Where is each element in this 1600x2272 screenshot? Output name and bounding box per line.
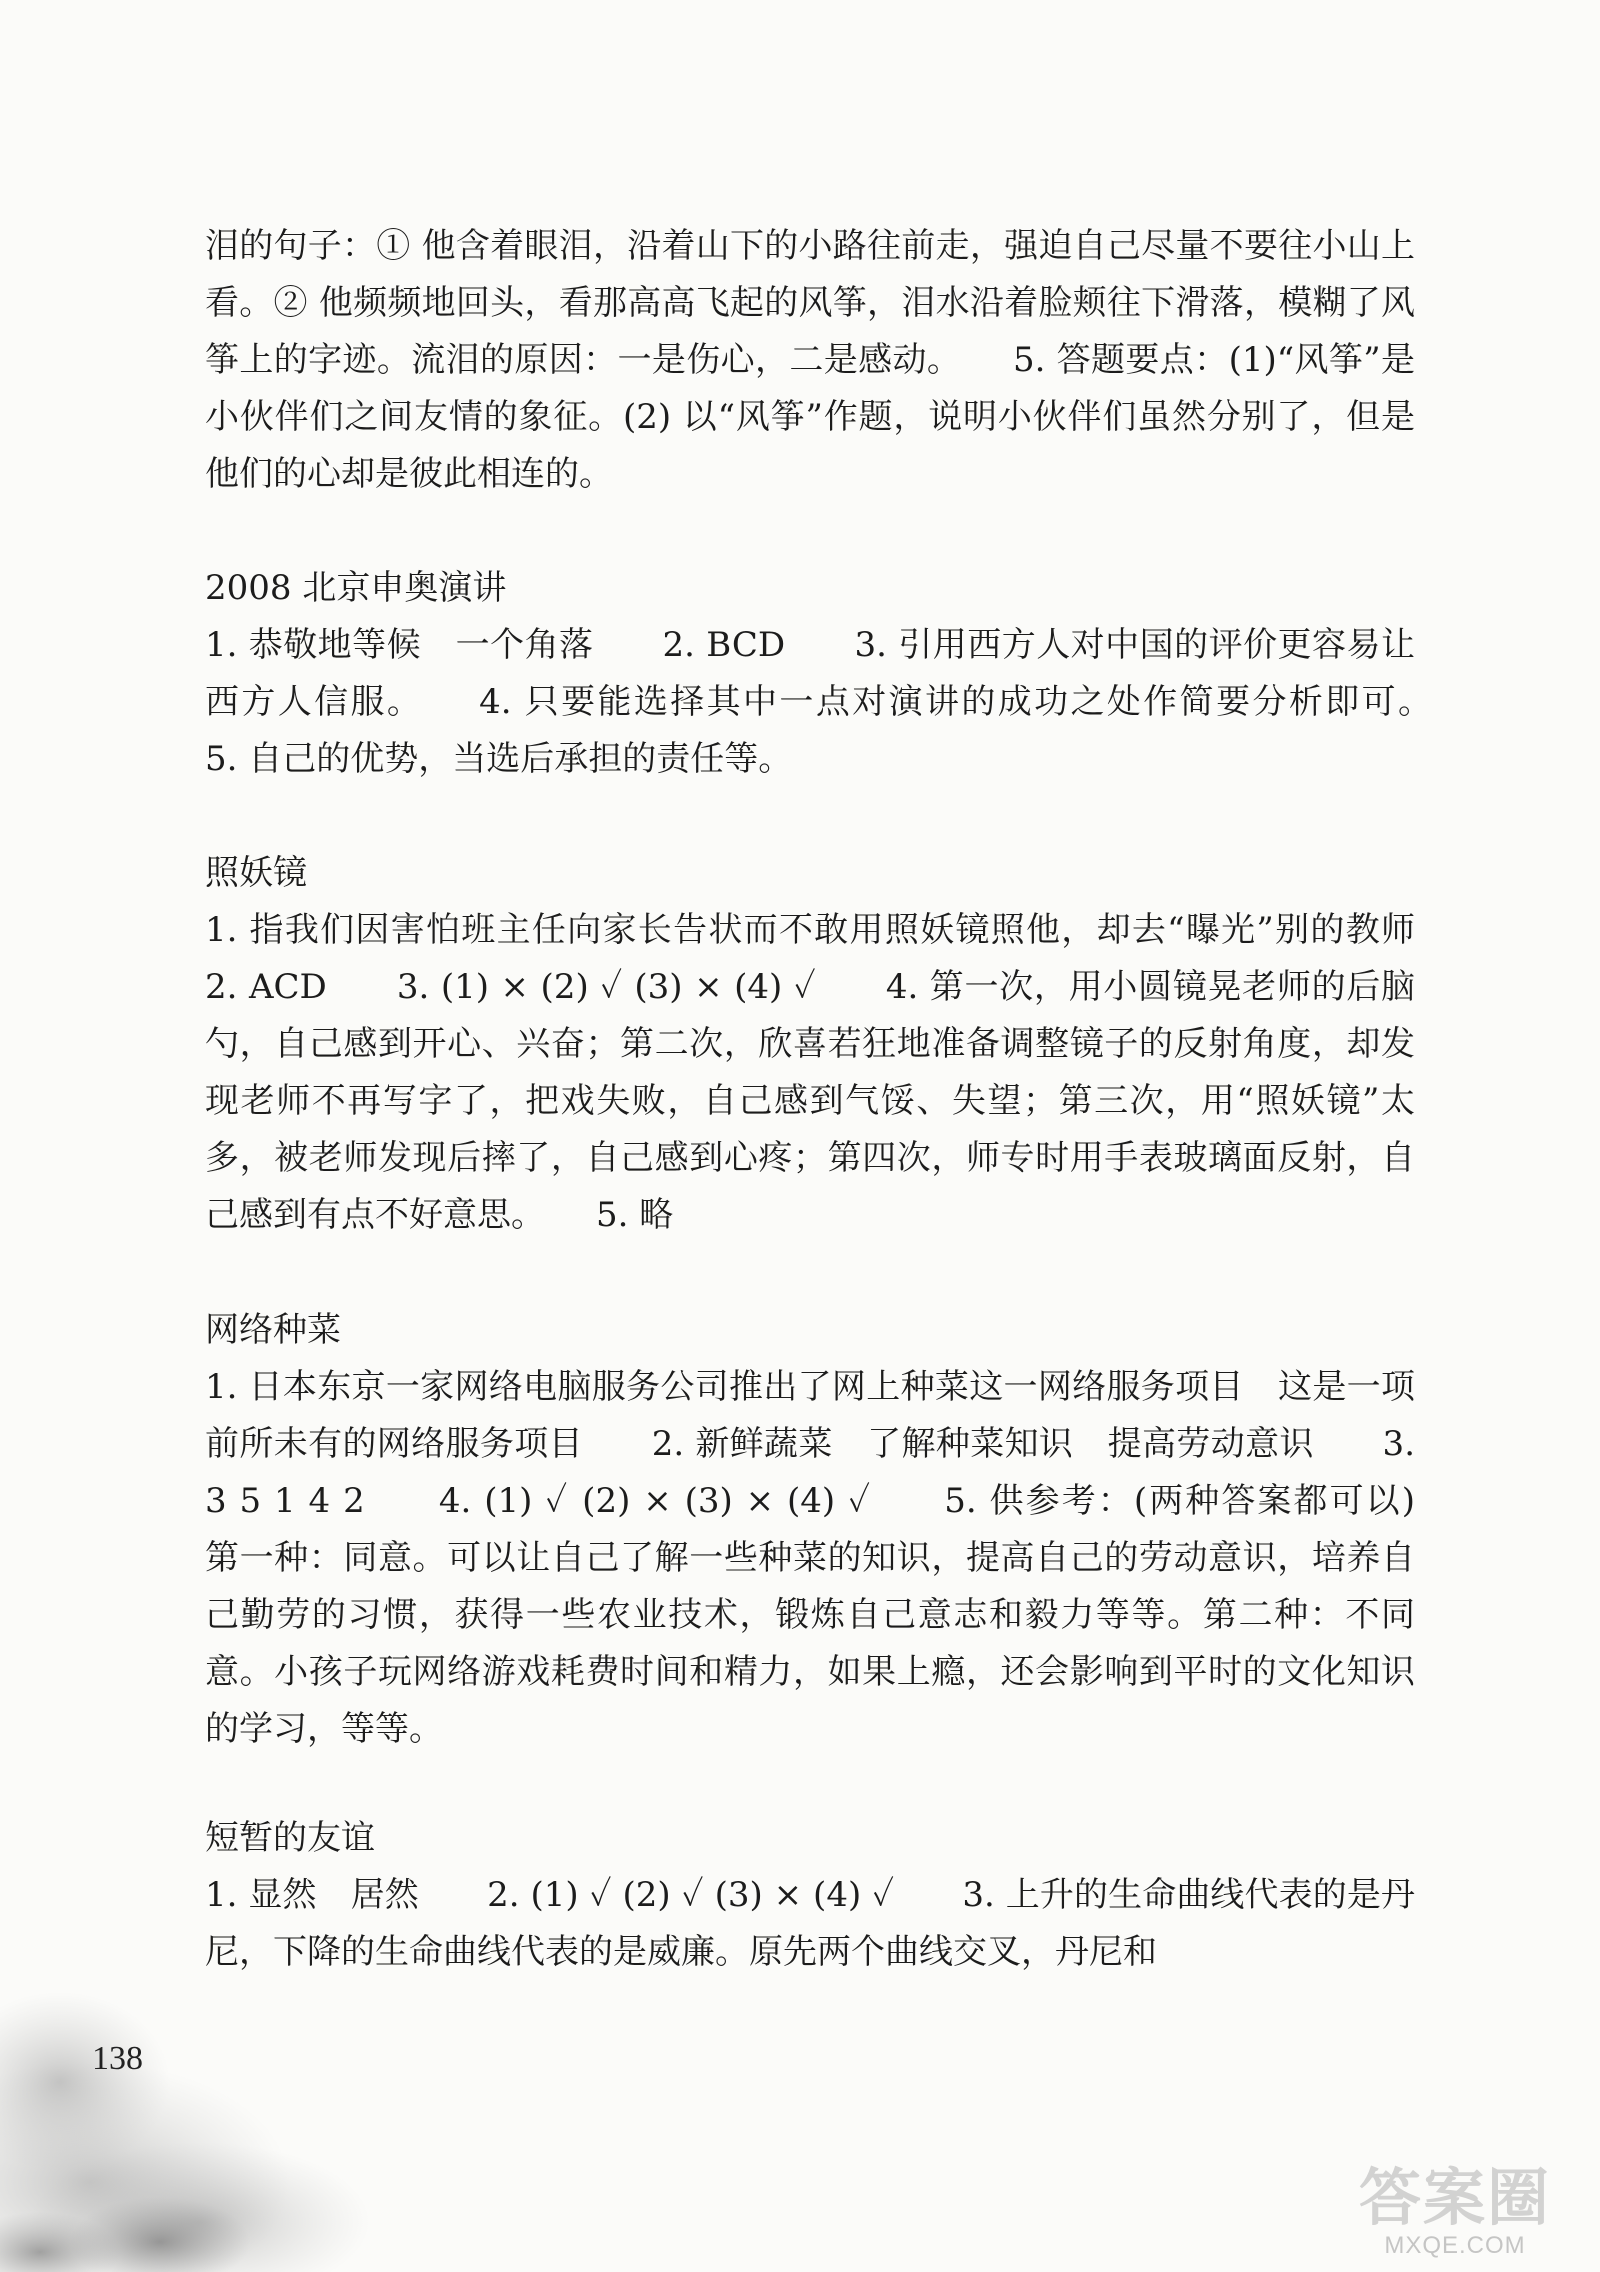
watermark-logo: 答案圈 [1358, 2164, 1551, 2233]
section-title: 网络种菜 [205, 1310, 341, 1350]
section-online-farming [205, 1302, 1449, 1758]
section-demon-mirror [205, 845, 1483, 1244]
section-body: 1. 恭敬地等候 一个角落 2. BCD 3. 引用西方人对中国的评价更容易让西方人信服。 4. 只要能选择其中一点对演讲的成功之处作简要分析即可。 5. 自己的优势，当选后承担的责任等。 [205, 625, 1483, 779]
site-watermark [1320, 2166, 1590, 2260]
section-body: 1. 日本东京一家网络电脑服务公司推出了网上种菜这一网络服务项目 这是一项前所未有的网络服务项目 2. 新鲜蔬菜 了解种菜知识 提高劳动意识 3. 3 5 1 4 2 4. (1) ✓ (2) × (3) × (4) ✓ 5. 供参考：(两种答案都可以) 第一种：同意。可以让自己了解一些种菜的知识，提高自己的劳动意识，培养自己勤劳的习惯，获得一些农业技术，锻炼自己意志和毅力等等。第二种：不同意。小孩子玩网络游戏耗费时间和精力，如果上瘾，还会影响到平时的文化知识的学习，等等。 [205, 1367, 1449, 1749]
section-title: 照妖镜 [205, 853, 307, 893]
section-beijing-olympic-speech [205, 560, 1483, 788]
intro-paragraph: 泪的句子：① 他含着眼泪，沿着山下的小路往前走，强迫自己尽量不要往小山上看。② 他频频地回头，看那高高飞起的风筝，泪水沿着脸颊往下滑落，模糊了风筝上的字迹。流泪的原因：一是伤心，二是感动。 5. 答题要点：(1)“风筝”是小伙伴们之间友情的象征。(2) 以“风筝”作题，说明小伙伴们虽然分别了，但是他们的心却是彼此相连的。 [205, 226, 1415, 494]
section-body: 1. 指我们因害怕班主任向家长告状而不敢用照妖镜照他，却去“曝光”别的教师 2. ACD 3. (1) × (2) ✓ (3) × (4) ✓ 4. 第一次，用小圆镜晃老师的后脑勺，自己感到开心、兴奋；第二次，欣喜若狂地准备调整镜子的反射角度，却发现老师不再写字了，把戏失败，自己感到气馁、失望；第三次，用“照妖镜”太多，被老师发现后摔了，自己感到心疼；第四次，师专时用手表玻璃面反射，自己感到有点不好意思。 5. 略 [205, 910, 1483, 1235]
intro-answers [205, 218, 1415, 503]
section-title: 短暂的友谊 [205, 1818, 375, 1858]
watermark-url: MXQE.COM [1384, 2232, 1526, 2259]
section-title: 2008 北京申奥演讲 [205, 568, 507, 608]
page-number: 138 [92, 2040, 143, 2077]
section-body: 1. 显然 居然 2. (1) ✓ (2) ✓ (3) × (4) ✓ 3. 上升的生命曲线代表的是丹尼，下降的生命曲线代表的是威廉。原先两个曲线交叉，丹尼和 [205, 1875, 1415, 1972]
section-brief-friendship [205, 1810, 1415, 1981]
